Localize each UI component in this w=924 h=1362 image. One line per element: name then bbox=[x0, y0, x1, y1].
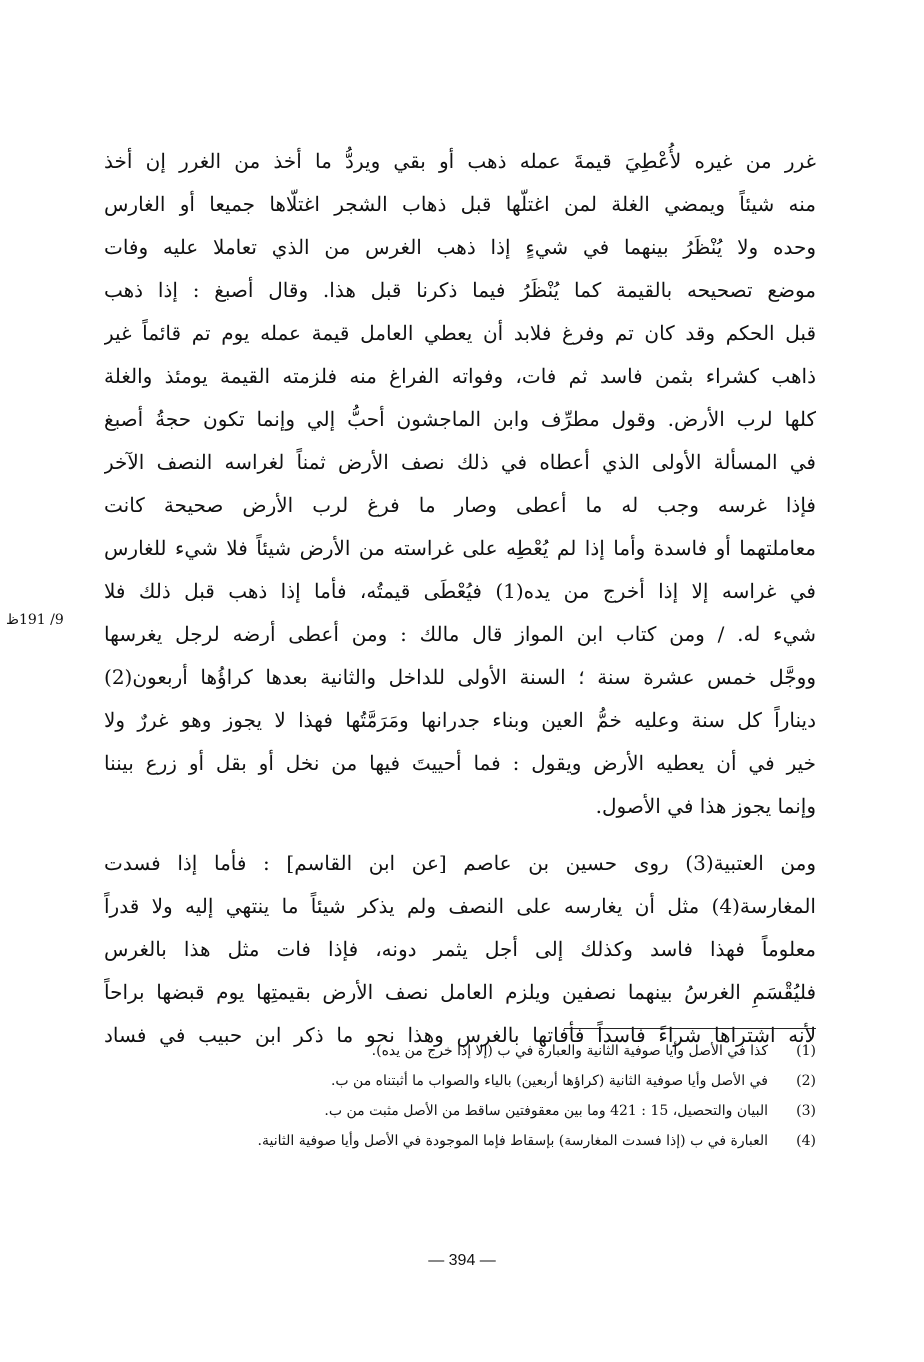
footnote-number: (2) bbox=[796, 1073, 816, 1089]
footnote-number: (4) bbox=[796, 1133, 816, 1149]
text-line: كلها لرب الأرض. وقول مطرِّف وابن الماجشون أحبُّ إلي وإنما تكون حجةُ أصبغ bbox=[104, 407, 816, 431]
footnote-text: كذا في الأصل وأيا صوفية الثانية والعبارة في ب (إلا إذا خرج من يده). bbox=[371, 1043, 768, 1059]
footnote-number: (1) bbox=[796, 1043, 816, 1059]
text-line: وإنما يجوز هذا في الأصول. bbox=[595, 794, 816, 818]
text-line: معلوماً فهذا فاسد وكذلك إلى أجل يثمر دونه، فإذا فات مثل هذا بالغرس bbox=[104, 937, 816, 961]
page-number: — 394 — bbox=[428, 1252, 496, 1269]
footnote bbox=[104, 1036, 816, 1066]
text-line: فإذا غرسه وجب له ما أعطى وصار ما فرغ لرب الأرض صحيحة كانت bbox=[104, 493, 816, 517]
text-line: قبل الحكم وقد كان تم وفرغ فلابد أن يعطي العامل قيمة عمله يوم تم قائماً غير bbox=[104, 321, 816, 345]
text-line: معاملتهما أو فاسدة وأما إذا لم يُعْطِه على غراسته من الأرض شيئاً فلا شيء للغارس bbox=[104, 536, 816, 560]
text-line: خير في أن يعطيه الأرض ويقول : فما أحييتَ فيها من نخل أو بقل أو زرع بيننا bbox=[104, 751, 816, 775]
text-line: في المسألة الأولى الذي أعطاه في ذلك نصف الأرض ثمناً لغراسه النصف الآخر bbox=[104, 450, 816, 474]
text-line: ديناراً كل سنة وعليه خمُّ العين وبناء جدرانها ومَرَمَّتُها فهذا لا يجوز وهو غررٌ ولا bbox=[104, 708, 816, 732]
main-text bbox=[104, 140, 816, 1057]
text-line: لأنه اشتراها شراءً فاسداً فأفاتها بالغرس وهذا نحو ما ذكر ابن حبيب في فساد bbox=[104, 1023, 816, 1047]
footnote-text: العبارة في ب (إذا فسدت المغارسة) بإسقاط فإما الموجودة في الأصل وأيا صوفية الثانية. bbox=[257, 1133, 768, 1149]
footnote-text: البيان والتحصيل، 15 : 421 وما بين معقوفتين ساقط من الأصل مثبت من ب. bbox=[324, 1103, 768, 1119]
footnote-number: (3) bbox=[796, 1103, 816, 1119]
text-line: وحده ولا يُنْظَرُ بينهما في شيءٍ إذا ذهب الغرس من الذي تعاملا عليه وفات bbox=[104, 235, 816, 259]
text-line: المغارسة(4) مثل أن يغارسه على النصف ولم يذكر شيئاً ما ينتهي إليه ولا قدراً bbox=[104, 894, 816, 918]
footnote bbox=[104, 1096, 816, 1126]
text-line: غرر من غيره لأُعْطِيَ قيمةَ عمله ذهب أو بقي ويردُّ ما أخذ من الغرر إن أخذ bbox=[104, 149, 816, 173]
footnote bbox=[104, 1066, 816, 1096]
text-line: شيء له. / ومن كتاب ابن المواز قال مالك : ومن أعطى أرضه لرجل يغرسها bbox=[104, 622, 816, 646]
text-line: في غراسه إلا إذا أخرج من يده(1) فيُعْطَى قيمتُه، فأما إذا ذهب قبل ذلك فلا bbox=[104, 579, 816, 603]
text-line: ووجَّل خمس عشرة سنة ؛ السنة الأولى للداخل والثانية بعدها كراؤُها أربعون(2) bbox=[104, 665, 816, 689]
text-line: ومن العتبية(3) روى حسين بن عاصم [عن ابن القاسم] : فأما إذا فسدت bbox=[104, 851, 816, 875]
manuscript-folio-marker: 9/ 191ظ bbox=[6, 612, 64, 628]
text-line: فليُقْسَمِ الغرسُ بينهما نصفين ويلزم العامل نصف الأرض بقيمتِها يوم قبضها براحاً bbox=[104, 980, 816, 1004]
text-line: منه شيئاً ويمضي الغلة لمن اغتلّها قبل ذهاب الشجر اغتلّاها جميعا أو الغارس bbox=[104, 192, 816, 216]
footnote-separator bbox=[564, 1028, 816, 1029]
footnote-text: في الأصل وأيا صوفية الثانية (كراؤها أربعين) بالياء والصواب ما أثبتناه من ب. bbox=[330, 1073, 768, 1089]
text-line: موضع تصحيحه بالقيمة كما يُنْظَرُ فيما ذكرنا قبل هذا. وقال أصبغ : إذا ذهب bbox=[104, 278, 816, 302]
text-line: ذاهب كشراء بثمن فاسد ثم فات، وفواته الفراغ منه فلزمته القيمة يومئذ والغلة bbox=[104, 364, 816, 388]
footnotes bbox=[104, 1036, 816, 1156]
paragraph-gap bbox=[104, 828, 816, 842]
footnote bbox=[104, 1126, 816, 1156]
